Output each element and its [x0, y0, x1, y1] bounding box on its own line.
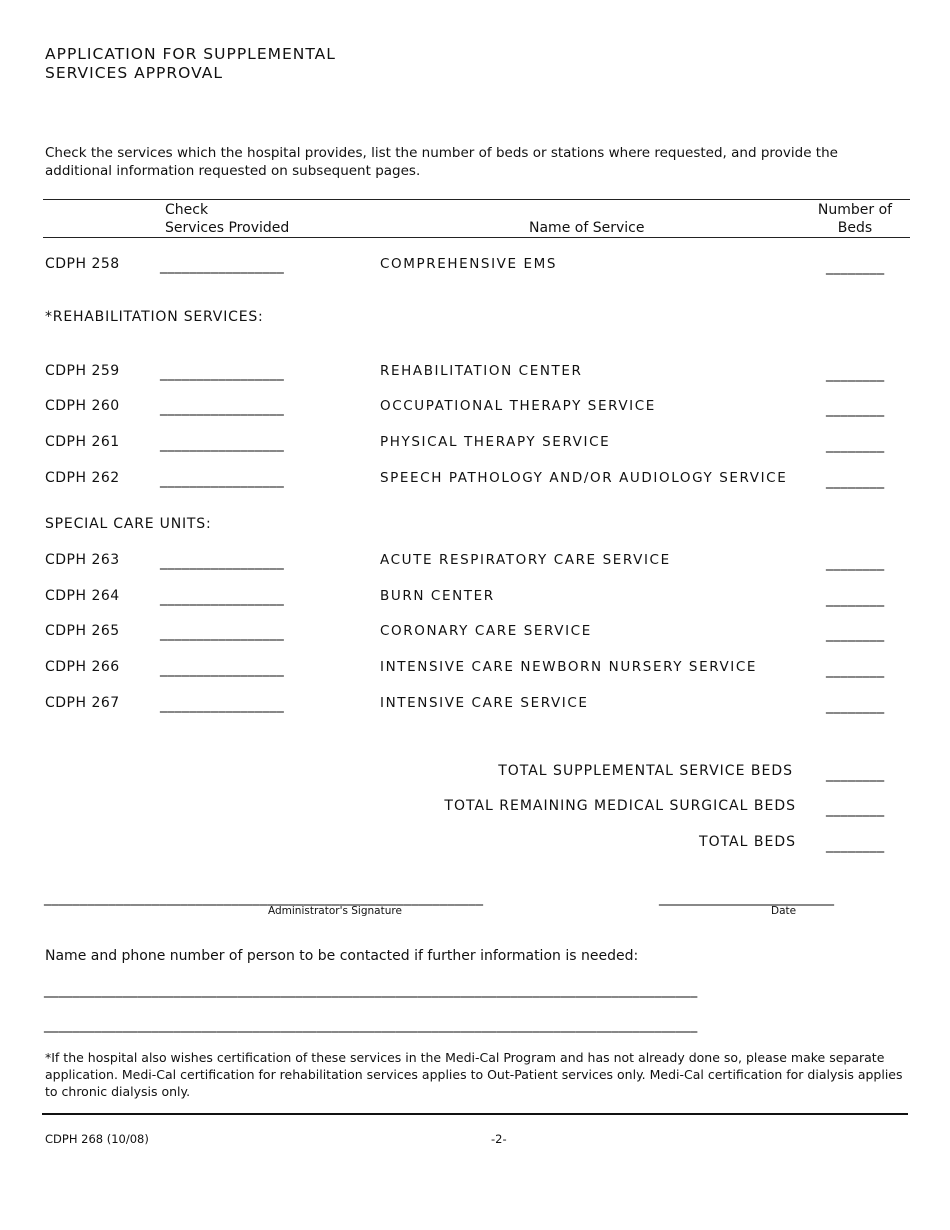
header-top-rule — [43, 199, 910, 200]
signature-line[interactable]: _____________________________________________________________ — [44, 890, 484, 906]
form-title — [45, 45, 336, 83]
row-code-258: CDPH 258 — [45, 256, 120, 272]
check-field-264[interactable]: _________________ — [160, 590, 285, 606]
beds-field-263[interactable]: ________ — [826, 555, 885, 571]
header-check-line1: Check — [165, 202, 209, 218]
total-supplemental-label: TOTAL SUPPLEMENTAL SERVICE BEDS — [498, 763, 793, 779]
row-code-259: CDPH 259 — [45, 363, 120, 379]
check-field-266[interactable]: _________________ — [160, 661, 285, 677]
beds-field-258[interactable]: ________ — [826, 259, 885, 275]
row-code-266: CDPH 266 — [45, 659, 120, 675]
beds-field-260[interactable]: ________ — [826, 401, 885, 417]
service-name-263: ACUTE RESPIRATORY CARE SERVICE — [380, 552, 671, 568]
service-name-267: INTENSIVE CARE SERVICE — [380, 695, 589, 711]
total-remaining-field[interactable]: ________ — [826, 801, 885, 817]
row-code-261: CDPH 261 — [45, 434, 120, 450]
header-bottom-rule — [43, 237, 910, 238]
check-field-260[interactable]: _________________ — [160, 400, 285, 416]
contact-line-2[interactable]: ___________________________________________________________________________________________ — [44, 1017, 698, 1033]
row-code-267: CDPH 267 — [45, 695, 120, 711]
row-code-260: CDPH 260 — [45, 398, 120, 414]
check-field-258[interactable]: _________________ — [160, 258, 285, 274]
total-remaining-label: TOTAL REMAINING MEDICAL SURGICAL BEDS — [444, 798, 796, 814]
date-label: Date — [771, 905, 797, 917]
section-special-care-units: SPECIAL CARE UNITS: — [45, 516, 212, 532]
beds-field-264[interactable]: ________ — [826, 591, 885, 607]
form-title-line1: APPLICATION FOR SUPPLEMENTAL — [45, 45, 336, 63]
service-name-261: PHYSICAL THERAPY SERVICE — [380, 434, 611, 450]
form-id: CDPH 268 (10/08) — [45, 1132, 149, 1146]
header-beds-line2: Beds — [837, 220, 873, 236]
page-number: -2- — [491, 1132, 507, 1146]
header-beds-line1: Number of — [817, 202, 893, 218]
beds-field-267[interactable]: ________ — [826, 698, 885, 714]
check-field-261[interactable]: _________________ — [160, 436, 285, 452]
intro-text: Check the services which the hospital provides, list the number of beds or stations where requested, and provide the additional information requested on subsequent pages. — [45, 145, 838, 179]
header-check-services — [165, 201, 289, 237]
beds-field-261[interactable]: ________ — [826, 437, 885, 453]
service-name-262: SPEECH PATHOLOGY AND/OR AUDIOLOGY SERVICE — [380, 470, 788, 486]
header-name-of-service: Name of Service — [529, 220, 645, 236]
beds-field-266[interactable]: ________ — [826, 662, 885, 678]
header-number-of-beds — [815, 201, 895, 237]
check-field-265[interactable]: _________________ — [160, 625, 285, 641]
section-rehabilitation: *REHABILITATION SERVICES: — [45, 309, 264, 325]
total-supplemental-field[interactable]: ________ — [826, 766, 885, 782]
service-name-260: OCCUPATIONAL THERAPY SERVICE — [380, 398, 656, 414]
service-name-258: COMPREHENSIVE EMS — [380, 256, 558, 272]
service-name-265: CORONARY CARE SERVICE — [380, 623, 592, 639]
contact-line-1[interactable]: ___________________________________________________________________________________________ — [44, 982, 698, 998]
service-name-264: BURN CENTER — [380, 588, 495, 604]
service-name-266: INTENSIVE CARE NEWBORN NURSERY SERVICE — [380, 659, 758, 675]
row-code-265: CDPH 265 — [45, 623, 120, 639]
total-beds-field[interactable]: ________ — [826, 837, 885, 853]
footnote: *If the hospital also wishes certification of these services in the Medi-Cal Program and has not already done so, please make separate application. Medi-Cal certification for rehabilitation services applies to Out-Patient services only. Medi-Cal certification for dialysis applies to chronic dialysis only. — [45, 1050, 903, 1099]
total-beds-label: TOTAL BEDS — [699, 834, 796, 850]
service-name-259: REHABILITATION CENTER — [380, 363, 583, 379]
beds-field-265[interactable]: ________ — [826, 626, 885, 642]
footer-rule — [42, 1113, 908, 1115]
contact-label: Name and phone number of person to be contacted if further information is needed: — [45, 948, 639, 964]
signature-label: Administrator's Signature — [268, 905, 402, 917]
row-code-262: CDPH 262 — [45, 470, 120, 486]
check-field-263[interactable]: _________________ — [160, 554, 285, 570]
check-field-262[interactable]: _________________ — [160, 472, 285, 488]
check-field-259[interactable]: _________________ — [160, 365, 285, 381]
date-line[interactable]: _________________________ — [659, 890, 834, 906]
beds-field-259[interactable]: ________ — [826, 366, 885, 382]
form-title-line2: SERVICES APPROVAL — [45, 64, 223, 82]
row-code-263: CDPH 263 — [45, 552, 120, 568]
header-check-line2: Services Provided — [165, 220, 290, 236]
row-code-264: CDPH 264 — [45, 588, 120, 604]
check-field-267[interactable]: _________________ — [160, 697, 285, 713]
beds-field-262[interactable]: ________ — [826, 473, 885, 489]
